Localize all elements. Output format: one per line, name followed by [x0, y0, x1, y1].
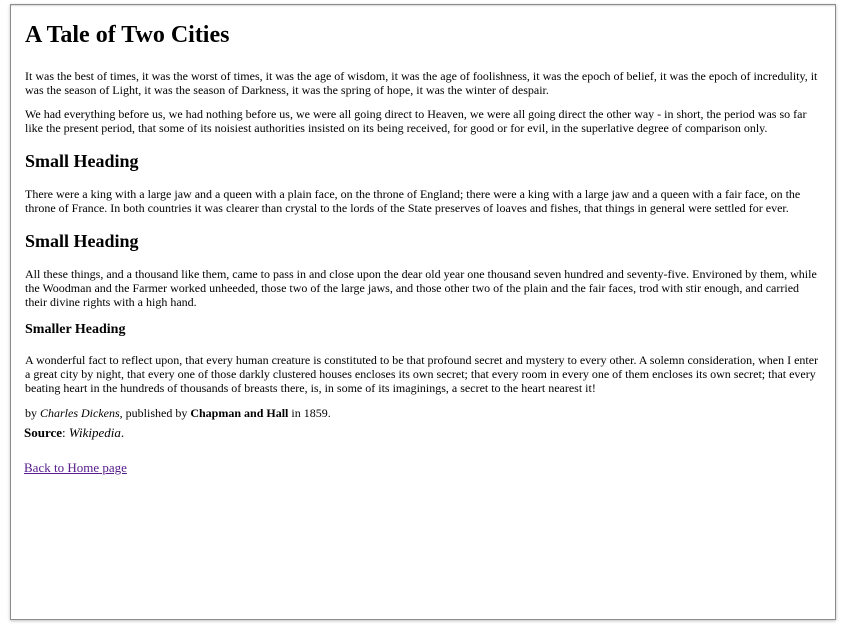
publisher-name-part-1: Chapman [190, 406, 242, 420]
section-3-paragraph: A wonderful fact to reflect upon, that every human creature is constituted to be that profound secret and mystery to every other. A solemn consideration, when I enter a great city by night, that every one of those darkly clustered houses encloses its own secret; that every room in every one of them encloses its own secret; that every beating heart in the hundreds of thousands of breasts there, is, in some of its imaginings, a secret to the heart nearest it! [25, 353, 819, 395]
source-label: Source [24, 425, 63, 440]
smaller-heading: Smaller Heading [25, 322, 126, 337]
byline-middle: , published by [119, 406, 191, 420]
section-1-paragraph: There were a king with a large jaw and a queen with a plain face, on the throne of England; there were a king with a large jaw and a queen with a fair face, on the throne of France. In both countries it was clearer than crystal to the lords of the State preserves of loaves and fishes, that things in general were settled for ever. [25, 187, 801, 215]
small-heading-1: Small Heading [25, 151, 139, 171]
author-name: Charles Dickens [40, 406, 120, 420]
source-end: . [120, 425, 125, 440]
byline-suffix: in 1859. [288, 406, 331, 420]
byline [25, 405, 821, 421]
source-separator: : [62, 425, 69, 440]
section-2-paragraph: All these things, and a thousand like them, came to pass in and close upon the dear old year one thousand seven hundred and seventy-five. Environed by them, while the Woodman and the Farmer worked unheeded, those two of the large jaws, and those other two of the plain and the fair faces, trod with stir enough, and carried their divine rights with a high hand. [25, 267, 817, 309]
browser-window [10, 4, 836, 620]
window-top-edge [11, 5, 835, 7]
publisher-name-part-3: Hall [266, 406, 289, 420]
page-content [25, 19, 821, 477]
intro-paragraph-1: It was the best of times, it was the worst of times, it was the age of wisdom, it was the age of foolishness, it was the epoch of belief, it was the epoch of incredulity, it was the season of Light, it was the season of Darkness, it was the spring of hope, it was the winter of despair. [25, 69, 818, 97]
intro-paragraph-2: We had everything before us, we had nothing before us, we were all going direct to Heaven, we were all going direct the other way - in short, the period was so far like the present period, that some of its noisiest authorities insisted on its being received, for good or for evil, in the superlative degree of comparison only. [25, 107, 807, 135]
source-line [24, 425, 821, 441]
publisher-name-part-2: and [244, 406, 264, 420]
small-heading-2: Small Heading [25, 231, 139, 251]
back-to-home-link[interactable]: Back to Home page [24, 460, 127, 475]
page-title: A Tale of Two Cities [25, 22, 230, 48]
byline-prefix: by [25, 406, 40, 420]
source-value: Wikipedia [68, 425, 121, 440]
